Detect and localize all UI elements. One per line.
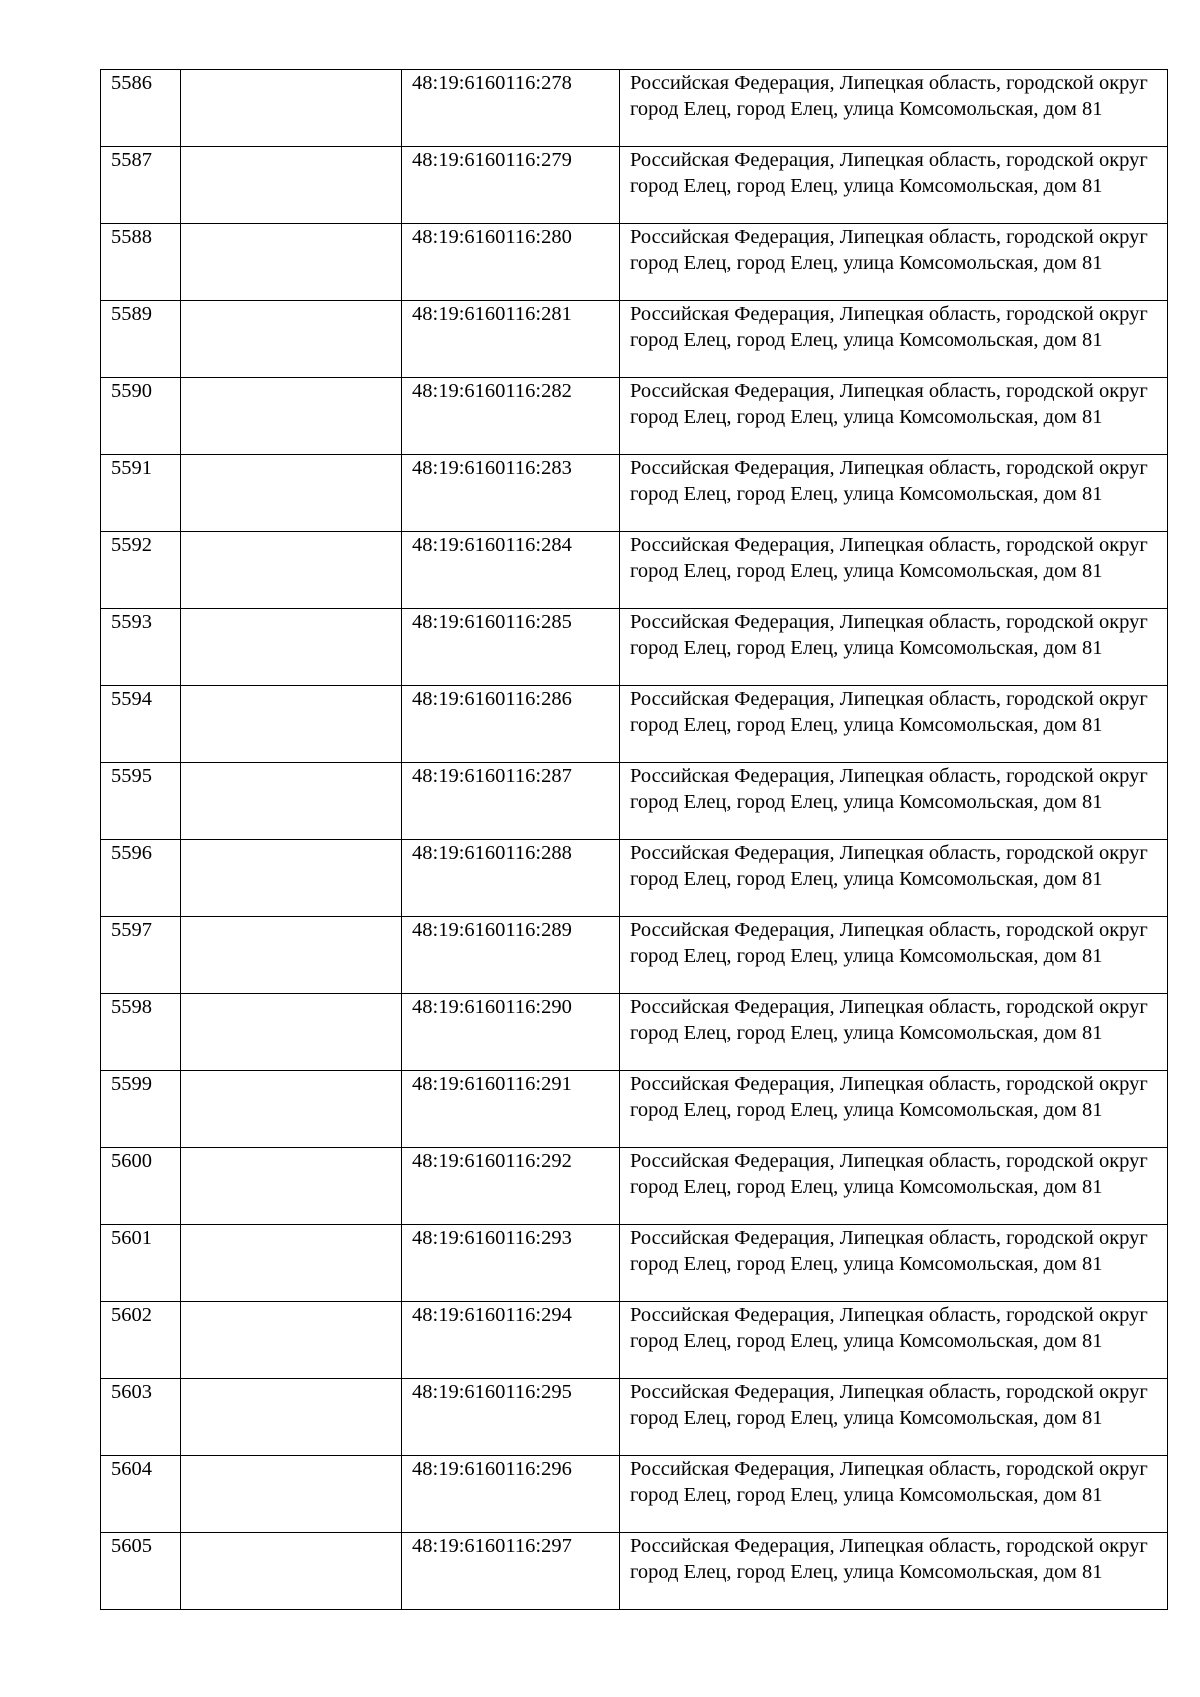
empty-cell (181, 1071, 402, 1148)
empty-cell (181, 609, 402, 686)
table-row (101, 1456, 1168, 1533)
cadastral-number-cell: 48:19:6160116:291 (402, 1071, 620, 1148)
empty-cell (181, 994, 402, 1071)
table-row (101, 301, 1168, 378)
cadastral-number-cell: 48:19:6160116:294 (402, 1302, 620, 1379)
table-row (101, 994, 1168, 1071)
cadastral-number-cell: 48:19:6160116:287 (402, 763, 620, 840)
empty-cell (181, 224, 402, 301)
address-cell: Российская Федерация, Липецкая область, городской округ город Елец, город Елец, улица Комсомольская, дом 81 (620, 994, 1168, 1071)
address-cell: Российская Федерация, Липецкая область, городской округ город Елец, город Елец, улица Комсомольская, дом 81 (620, 1225, 1168, 1302)
empty-cell (181, 1148, 402, 1225)
table-row (101, 1071, 1168, 1148)
table-row (101, 609, 1168, 686)
row-number-cell: 5590 (101, 378, 181, 455)
cadastral-number-cell: 48:19:6160116:286 (402, 686, 620, 763)
address-cell: Российская Федерация, Липецкая область, городской округ город Елец, город Елец, улица Комсомольская, дом 81 (620, 1148, 1168, 1225)
row-number-cell: 5603 (101, 1379, 181, 1456)
address-cell: Российская Федерация, Липецкая область, городской округ город Елец, город Елец, улица Комсомольская, дом 81 (620, 224, 1168, 301)
row-number-cell: 5591 (101, 455, 181, 532)
cadastral-number-cell: 48:19:6160116:282 (402, 378, 620, 455)
empty-cell (181, 840, 402, 917)
address-cell: Российская Федерация, Липецкая область, городской округ город Елец, город Елец, улица Комсомольская, дом 81 (620, 532, 1168, 609)
address-cell: Российская Федерация, Липецкая область, городской округ город Елец, город Елец, улица Комсомольская, дом 81 (620, 147, 1168, 224)
cadastral-number-cell: 48:19:6160116:278 (402, 70, 620, 147)
address-cell: Российская Федерация, Липецкая область, городской округ город Елец, город Елец, улица Комсомольская, дом 81 (620, 686, 1168, 763)
row-number-cell: 5597 (101, 917, 181, 994)
cadastral-number-cell: 48:19:6160116:285 (402, 609, 620, 686)
address-cell: Российская Федерация, Липецкая область, городской округ город Елец, город Елец, улица Комсомольская, дом 81 (620, 301, 1168, 378)
empty-cell (181, 1379, 402, 1456)
table-row (101, 532, 1168, 609)
cadastral-number-cell: 48:19:6160116:289 (402, 917, 620, 994)
table-row (101, 70, 1168, 147)
empty-cell (181, 378, 402, 455)
address-cell: Российская Федерация, Липецкая область, городской округ город Елец, город Елец, улица Комсомольская, дом 81 (620, 917, 1168, 994)
cadastral-number-cell: 48:19:6160116:295 (402, 1379, 620, 1456)
empty-cell (181, 1533, 402, 1610)
empty-cell (181, 301, 402, 378)
address-cell: Российская Федерация, Липецкая область, городской округ город Елец, город Елец, улица Комсомольская, дом 81 (620, 840, 1168, 917)
address-cell: Российская Федерация, Липецкая область, городской округ город Елец, город Елец, улица Комсомольская, дом 81 (620, 378, 1168, 455)
row-number-cell: 5587 (101, 147, 181, 224)
address-cell: Российская Федерация, Липецкая область, городской округ город Елец, город Елец, улица Комсомольская, дом 81 (620, 455, 1168, 532)
empty-cell (181, 532, 402, 609)
table-row (101, 1533, 1168, 1610)
address-cell: Российская Федерация, Липецкая область, городской округ город Елец, город Елец, улица Комсомольская, дом 81 (620, 1456, 1168, 1533)
cadastral-number-cell: 48:19:6160116:288 (402, 840, 620, 917)
empty-cell (181, 147, 402, 224)
table-row (101, 147, 1168, 224)
cadastral-number-cell: 48:19:6160116:297 (402, 1533, 620, 1610)
table-row (101, 378, 1168, 455)
row-number-cell: 5601 (101, 1225, 181, 1302)
cadastral-number-cell: 48:19:6160116:296 (402, 1456, 620, 1533)
row-number-cell: 5600 (101, 1148, 181, 1225)
empty-cell (181, 917, 402, 994)
table-row (101, 763, 1168, 840)
row-number-cell: 5588 (101, 224, 181, 301)
table-row (101, 224, 1168, 301)
row-number-cell: 5592 (101, 532, 181, 609)
empty-cell (181, 686, 402, 763)
table-row (101, 840, 1168, 917)
address-cell: Российская Федерация, Липецкая область, городской округ город Елец, город Елец, улица Комсомольская, дом 81 (620, 763, 1168, 840)
empty-cell (181, 70, 402, 147)
address-cell: Российская Федерация, Липецкая область, городской округ город Елец, город Елец, улица Комсомольская, дом 81 (620, 1071, 1168, 1148)
table-row (101, 1302, 1168, 1379)
empty-cell (181, 763, 402, 840)
address-cell: Российская Федерация, Липецкая область, городской округ город Елец, город Елец, улица Комсомольская, дом 81 (620, 1379, 1168, 1456)
address-cell: Российская Федерация, Липецкая область, городской округ город Елец, город Елец, улица Комсомольская, дом 81 (620, 1533, 1168, 1610)
cadastral-number-cell: 48:19:6160116:281 (402, 301, 620, 378)
cadastral-number-cell: 48:19:6160116:284 (402, 532, 620, 609)
row-number-cell: 5593 (101, 609, 181, 686)
property-registry-table (100, 69, 1168, 1610)
row-number-cell: 5596 (101, 840, 181, 917)
table-row (101, 1379, 1168, 1456)
row-number-cell: 5605 (101, 1533, 181, 1610)
cadastral-number-cell: 48:19:6160116:280 (402, 224, 620, 301)
row-number-cell: 5604 (101, 1456, 181, 1533)
table-row (101, 917, 1168, 994)
table-row (101, 1148, 1168, 1225)
row-number-cell: 5602 (101, 1302, 181, 1379)
cadastral-number-cell: 48:19:6160116:283 (402, 455, 620, 532)
row-number-cell: 5589 (101, 301, 181, 378)
table-row (101, 455, 1168, 532)
row-number-cell: 5595 (101, 763, 181, 840)
empty-cell (181, 1456, 402, 1533)
address-cell: Российская Федерация, Липецкая область, городской округ город Елец, город Елец, улица Комсомольская, дом 81 (620, 1302, 1168, 1379)
row-number-cell: 5594 (101, 686, 181, 763)
cadastral-number-cell: 48:19:6160116:293 (402, 1225, 620, 1302)
cadastral-number-cell: 48:19:6160116:290 (402, 994, 620, 1071)
empty-cell (181, 455, 402, 532)
cadastral-number-cell: 48:19:6160116:279 (402, 147, 620, 224)
address-cell: Российская Федерация, Липецкая область, городской округ город Елец, город Елец, улица Комсомольская, дом 81 (620, 609, 1168, 686)
empty-cell (181, 1225, 402, 1302)
row-number-cell: 5598 (101, 994, 181, 1071)
table-row (101, 1225, 1168, 1302)
empty-cell (181, 1302, 402, 1379)
row-number-cell: 5586 (101, 70, 181, 147)
row-number-cell: 5599 (101, 1071, 181, 1148)
cadastral-number-cell: 48:19:6160116:292 (402, 1148, 620, 1225)
address-cell: Российская Федерация, Липецкая область, городской округ город Елец, город Елец, улица Комсомольская, дом 81 (620, 70, 1168, 147)
registry-table-body (101, 70, 1168, 1610)
table-row (101, 686, 1168, 763)
